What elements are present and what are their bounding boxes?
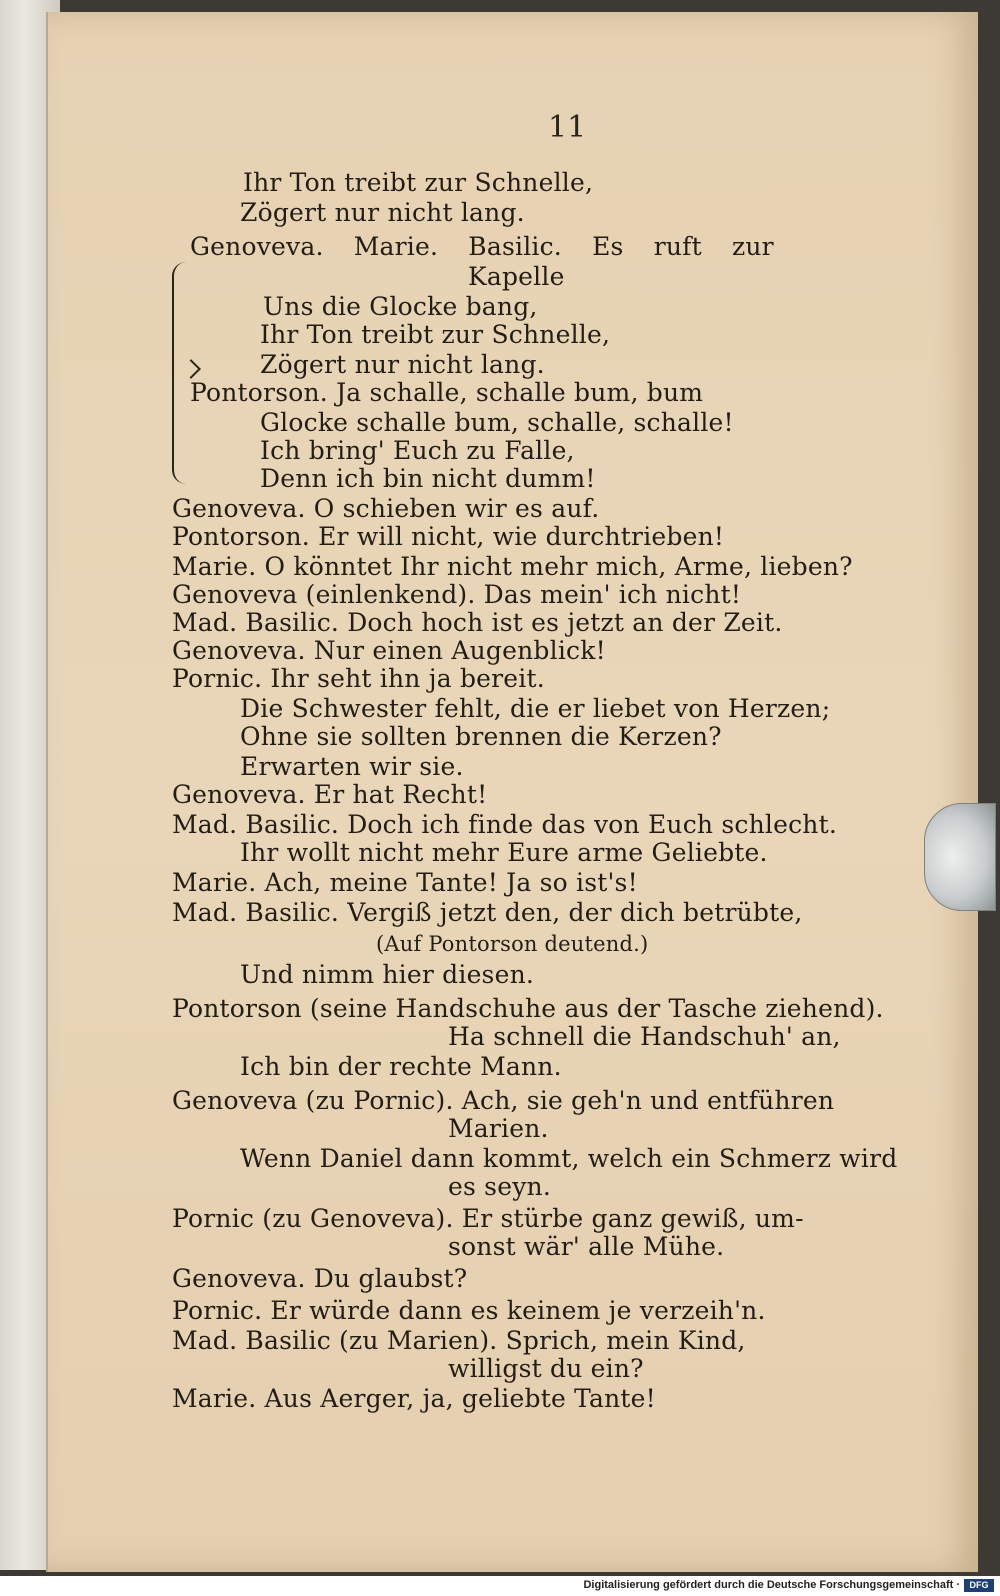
footer-credit: Digitalisierung gefördert durch die Deutsche Forschungsgemeinschaft · bbox=[583, 1579, 960, 1591]
text-line: Ich bin der rechte Mann. bbox=[240, 1052, 562, 1081]
text-line: Mad. Basilic. Doch hoch ist es jetzt an der Zeit. bbox=[172, 608, 783, 637]
page-number: 11 bbox=[548, 110, 587, 145]
page-clip bbox=[924, 803, 996, 911]
text-line: Kapelle bbox=[468, 262, 565, 291]
text-line: Marien. bbox=[448, 1114, 549, 1143]
text-line: Pontorson. Ja schalle, schalle bum, bum bbox=[190, 378, 704, 407]
text-line: Ich bring' Euch zu Falle, bbox=[260, 436, 575, 465]
text-line: willigst du ein? bbox=[448, 1354, 644, 1383]
text-line: Pornic (zu Genoveva). Er stürbe ganz gewiß, um- bbox=[172, 1204, 804, 1233]
text-line: Pornic. Ihr seht ihn ja bereit. bbox=[172, 664, 545, 693]
text-line: Genoveva. Er hat Recht! bbox=[172, 780, 488, 809]
text-line: Glocke schalle bum, schalle, schalle! bbox=[260, 408, 734, 437]
text-line: Genoveva (einlenkend). Das mein' ich nicht! bbox=[172, 580, 742, 609]
text-line: sonst wär' alle Mühe. bbox=[448, 1232, 725, 1261]
text-line: Ihr wollt nicht mehr Eure arme Geliebte. bbox=[240, 838, 768, 867]
text-line: Denn ich bin nicht dumm! bbox=[260, 464, 596, 493]
text-line: Pontorson (seine Handschuhe aus der Tasche ziehend). bbox=[172, 994, 884, 1023]
text-line: Die Schwester fehlt, die er liebet von Herzen; bbox=[240, 694, 831, 723]
text-line: Genoveva. Nur einen Augenblick! bbox=[172, 636, 606, 665]
dfg-logo: DFG bbox=[964, 1579, 994, 1592]
text-line: Genoveva. Du glaubst? bbox=[172, 1264, 468, 1293]
text-line: Genoveva. O schieben wir es auf. bbox=[172, 494, 600, 523]
text-line: Marie. Aus Aerger, ja, geliebte Tante! bbox=[172, 1384, 656, 1413]
text-line: Mad. Basilic (zu Marien). Sprich, mein Kind, bbox=[172, 1326, 746, 1355]
text-line: Und nimm hier diesen. bbox=[240, 960, 535, 989]
text-line: Ihr Ton treibt zur Schnelle, bbox=[260, 320, 611, 349]
footer-bar bbox=[0, 1576, 1000, 1596]
text-line: Ohne sie sollten brennen die Kerzen? bbox=[240, 722, 722, 751]
text-line: Mad. Basilic. Doch ich finde das von Euch schlecht. bbox=[172, 810, 837, 839]
text-line: Ihr Ton treibt zur Schnelle, bbox=[243, 168, 594, 197]
text-line: Marie. O könntet Ihr nicht mehr mich, Arme, lieben? bbox=[172, 552, 853, 581]
stage-direction: (Auf Pontorson deutend.) bbox=[376, 932, 649, 956]
text-line: Erwarten wir sie. bbox=[240, 752, 464, 781]
text-line: Zögert nur nicht lang. bbox=[260, 350, 545, 379]
text-line: es seyn. bbox=[448, 1172, 551, 1201]
text-line: Uns die Glocke bang, bbox=[263, 292, 538, 321]
text-line: Genoveva (zu Pornic). Ach, sie geh'n und entführen bbox=[172, 1086, 835, 1115]
text-line: Genoveva. Marie. Basilic. Es ruft zur bbox=[190, 232, 774, 261]
text-line: Marie. Ach, meine Tante! Ja so ist's! bbox=[172, 868, 638, 897]
text-line: Pontorson. Er will nicht, wie durchtrieben! bbox=[172, 522, 725, 551]
text-line: Pornic. Er würde dann es keinem je verzeih'n. bbox=[172, 1296, 766, 1325]
text-line: Ha schnell die Handschuh' an, bbox=[448, 1022, 841, 1051]
text-line: Zögert nur nicht lang. bbox=[240, 198, 525, 227]
text-line: Mad. Basilic. Vergiß jetzt den, der dich betrübte, bbox=[172, 898, 803, 927]
text-line: Wenn Daniel dann kommt, welch ein Schmerz wird bbox=[240, 1144, 898, 1173]
